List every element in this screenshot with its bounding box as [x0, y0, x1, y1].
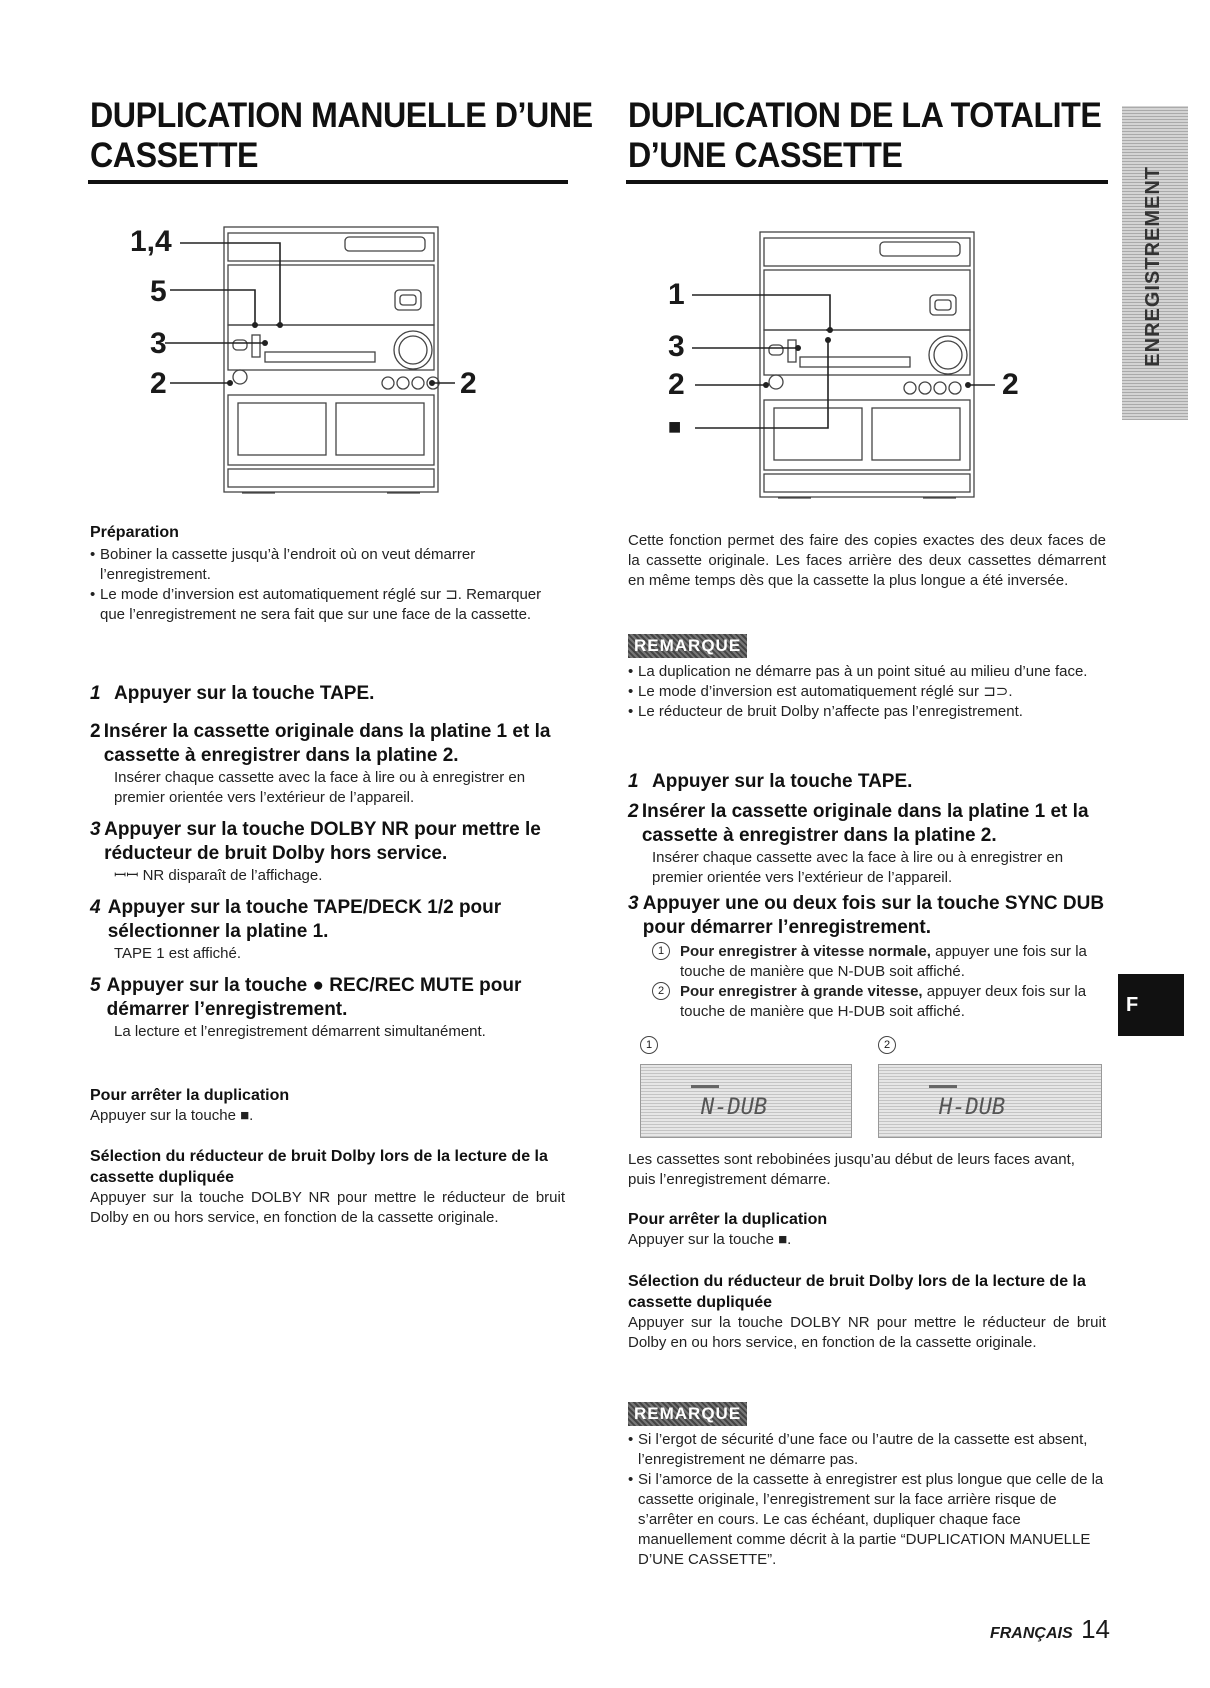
right-callout-2b: 2 — [1002, 368, 1019, 401]
stop-title: Pour arrêter la duplication — [628, 1211, 828, 1228]
option-text: appuyer deux fois sur la touche de manière que H-DUB soit affiché. — [680, 983, 1087, 1020]
step-title: Appuyer sur la touche TAPE. — [652, 771, 913, 792]
step-title: Insérer la cassette originale dans la platine 1 et la cassette à enregistrer dans la platine 2. — [103, 721, 551, 766]
left-step-5 — [90, 974, 565, 1042]
step-number: 1 — [90, 683, 101, 704]
left-preparation — [90, 522, 565, 625]
step-number: 2 — [628, 801, 639, 822]
lcd-label-1: 1 — [640, 1036, 658, 1054]
left-title-line1: DUPLICATION MANUELLE D’UNE — [90, 96, 593, 135]
stop-body: Appuyer sur la touche ■. — [628, 1231, 792, 1248]
step-body: ꟷꟷ NR disparaît de l’affichage. — [114, 867, 323, 884]
right-step-3 — [628, 892, 1106, 940]
dolby-body: Appuyer sur la touche DOLBY NR pour mettre le réducteur de bruit Dolby en ou hors service, en fonction de la cassette originale. — [628, 1314, 1106, 1351]
remarque-bullet: • Si l’ergot de sécurité d’une face ou l’autre de la cassette est absent, l’enregistrement ne démarre pas. — [628, 1430, 1106, 1470]
right-stereo-illustration — [668, 230, 1060, 510]
page-number: 14 — [1081, 1614, 1110, 1644]
right-callout-stop: ■ — [668, 414, 682, 439]
preparation-bullet: • Bobiner la cassette jusqu’à l’endroit où on veut démarrer l’enregistrement. — [90, 545, 565, 585]
right-stop-section — [628, 1209, 1106, 1250]
dolby-title: Sélection du réducteur de bruit Dolby lors de la lecture de la cassette dupliquée — [90, 1148, 548, 1186]
right-dolby-section — [628, 1271, 1106, 1353]
section-side-tab-label: ENREGISTREMENT — [1142, 166, 1164, 367]
left-title-line2: CASSETTE — [90, 136, 259, 175]
lcd-text: H-DUB — [939, 1095, 1006, 1120]
left-callout-3: 3 — [150, 327, 167, 360]
stop-title: Pour arrêter la duplication — [90, 1087, 290, 1104]
step-title: Appuyer sur la touche ● REC/REC MUTE pour démarrer l’enregistrement. — [106, 975, 522, 1020]
right-step-1 — [628, 770, 1106, 794]
dolby-title: Sélection du réducteur de bruit Dolby lors de la lecture de la cassette dupliquée — [628, 1273, 1086, 1311]
option-number: 1 — [652, 942, 670, 960]
preparation-title: Préparation — [90, 524, 179, 541]
option-text: appuyer une fois sur la touche de manière que N-DUB soit affiché. — [680, 943, 1087, 980]
left-callout-5: 5 — [150, 275, 167, 308]
left-step-3 — [90, 818, 565, 886]
left-stop-section — [90, 1085, 565, 1126]
right-title-line1: DUPLICATION DE LA TOTALITE — [628, 96, 1102, 135]
lcd-arrow-icon — [691, 1085, 719, 1088]
sync-dub-option-high — [628, 982, 1106, 1022]
step-title: Appuyer sur la touche TAPE. — [114, 683, 375, 704]
dolby-body: Appuyer sur la touche DOLBY NR pour mettre le réducteur de bruit Dolby en ou hors service, en fonction de la cassette originale. — [90, 1189, 565, 1226]
left-title-rule — [88, 180, 568, 184]
lcd-text: N-DUB — [701, 1095, 768, 1120]
left-step-2 — [90, 720, 565, 808]
remarque-bullet: • Le réducteur de bruit Dolby n’affecte pas l’enregistrement. — [628, 702, 1106, 722]
right-steps — [628, 770, 1106, 1022]
remarque-bullet: • La duplication ne démarre pas à un point situé au milieu d’une face. — [628, 662, 1106, 682]
left-dolby-section — [90, 1146, 565, 1228]
section-side-tab — [1122, 106, 1188, 420]
page-footer — [960, 1614, 1110, 1645]
right-callout-2a: 2 — [668, 368, 685, 401]
rewind-note: Les cassettes sont rebobinées jusqu’au début de leurs faces avant, puis l’enregistrement démarre. — [628, 1151, 1075, 1188]
left-callout-1-4: 1,4 — [130, 225, 172, 258]
sync-dub-option-normal — [628, 942, 1106, 982]
stereo-unit-drawing — [130, 225, 510, 510]
step-number: 2 — [90, 721, 101, 742]
remarque-bullet: • Le mode d’inversion est automatiquement réglé sur ⊐⊃. — [628, 682, 1106, 702]
left-step-4 — [90, 896, 565, 964]
lcd-display-h-dub — [878, 1064, 1102, 1138]
stop-body: Appuyer sur la touche ■. — [90, 1107, 254, 1124]
remarque-bullet: • Si l’amorce de la cassette à enregistrer est plus longue que celle de la cassette originale, l’enregistrement sur la face arrière risque de s’arrêter en cours. Le cas échéant, dupliquer chaque face manuellement comme décrit à la partie “DUPLICATION MANUELLE D’UNE CASSETTE”. — [628, 1470, 1106, 1570]
option-number: 2 — [652, 982, 670, 1000]
footer-language: FRANÇAIS — [989, 1625, 1073, 1642]
preparation-bullet: • Le mode d’inversion est automatiquement réglé sur ⊐. Remarquer que l’enregistrement ne sera fait que sur une face de la cassette. — [90, 585, 565, 625]
right-title-line2: D’UNE CASSETTE — [628, 136, 903, 175]
step-number: 3 — [628, 893, 639, 914]
step-number: 3 — [90, 819, 101, 840]
left-callout-2a: 2 — [150, 367, 167, 400]
left-stereo-illustration — [130, 225, 510, 510]
step-body: Insérer chaque cassette avec la face à lire ou à enregistrer en premier orientée vers l’extérieur de l’appareil. — [114, 769, 526, 806]
step-body: La lecture et l’enregistrement démarrent simultanément. — [114, 1023, 486, 1040]
lcd-arrow-icon — [929, 1085, 957, 1088]
right-callout-3: 3 — [668, 330, 685, 363]
right-remarque-1 — [628, 634, 1106, 722]
step-title: Appuyer sur la touche DOLBY NR pour mettre le réducteur de bruit Dolby hors service. — [104, 819, 541, 864]
step-number: 1 — [628, 771, 639, 792]
step-number: 5 — [90, 975, 101, 996]
step-body: Insérer chaque cassette avec la face à lire ou à enregistrer en premier orientée vers l’extérieur de l’appareil. — [652, 849, 1064, 886]
lcd-label-2: 2 — [878, 1036, 896, 1054]
language-tab — [1118, 974, 1184, 1036]
step-number: 4 — [90, 897, 101, 918]
remarque-badge: REMARQUE — [628, 634, 747, 658]
remarque-badge: REMARQUE — [628, 1402, 747, 1426]
right-intro: Cette fonction permet des faire des copies exactes des deux faces de la cassette originale. Les faces arrière des deux cassettes démarrent en même temps dès que la cassette la plus longue a été inversée. — [628, 532, 1106, 589]
right-step-2 — [628, 800, 1106, 888]
left-step-1 — [90, 682, 565, 706]
option-bold: Pour enregistrer à vitesse normale, — [680, 943, 931, 960]
lcd-display-n-dub — [640, 1064, 852, 1138]
option-bold: Pour enregistrer à grande vitesse, — [680, 983, 923, 1000]
step-title: Appuyer sur la touche TAPE/DECK 1/2 pour sélectionner la platine 1. — [107, 897, 502, 942]
right-title-rule — [626, 180, 1108, 184]
left-steps — [90, 682, 565, 1052]
right-remarque-2 — [628, 1402, 1106, 1570]
step-body: TAPE 1 est affiché. — [114, 945, 242, 962]
right-callout-1: 1 — [668, 278, 685, 311]
language-tab-label: F — [1126, 994, 1139, 1016]
step-title: Appuyer une ou deux fois sur la touche SYNC DUB pour démarrer l’enregistrement. — [642, 893, 1105, 938]
left-callout-2b: 2 — [460, 367, 477, 400]
step-title: Insérer la cassette originale dans la platine 1 et la cassette à enregistrer dans la platine 2. — [641, 801, 1089, 846]
